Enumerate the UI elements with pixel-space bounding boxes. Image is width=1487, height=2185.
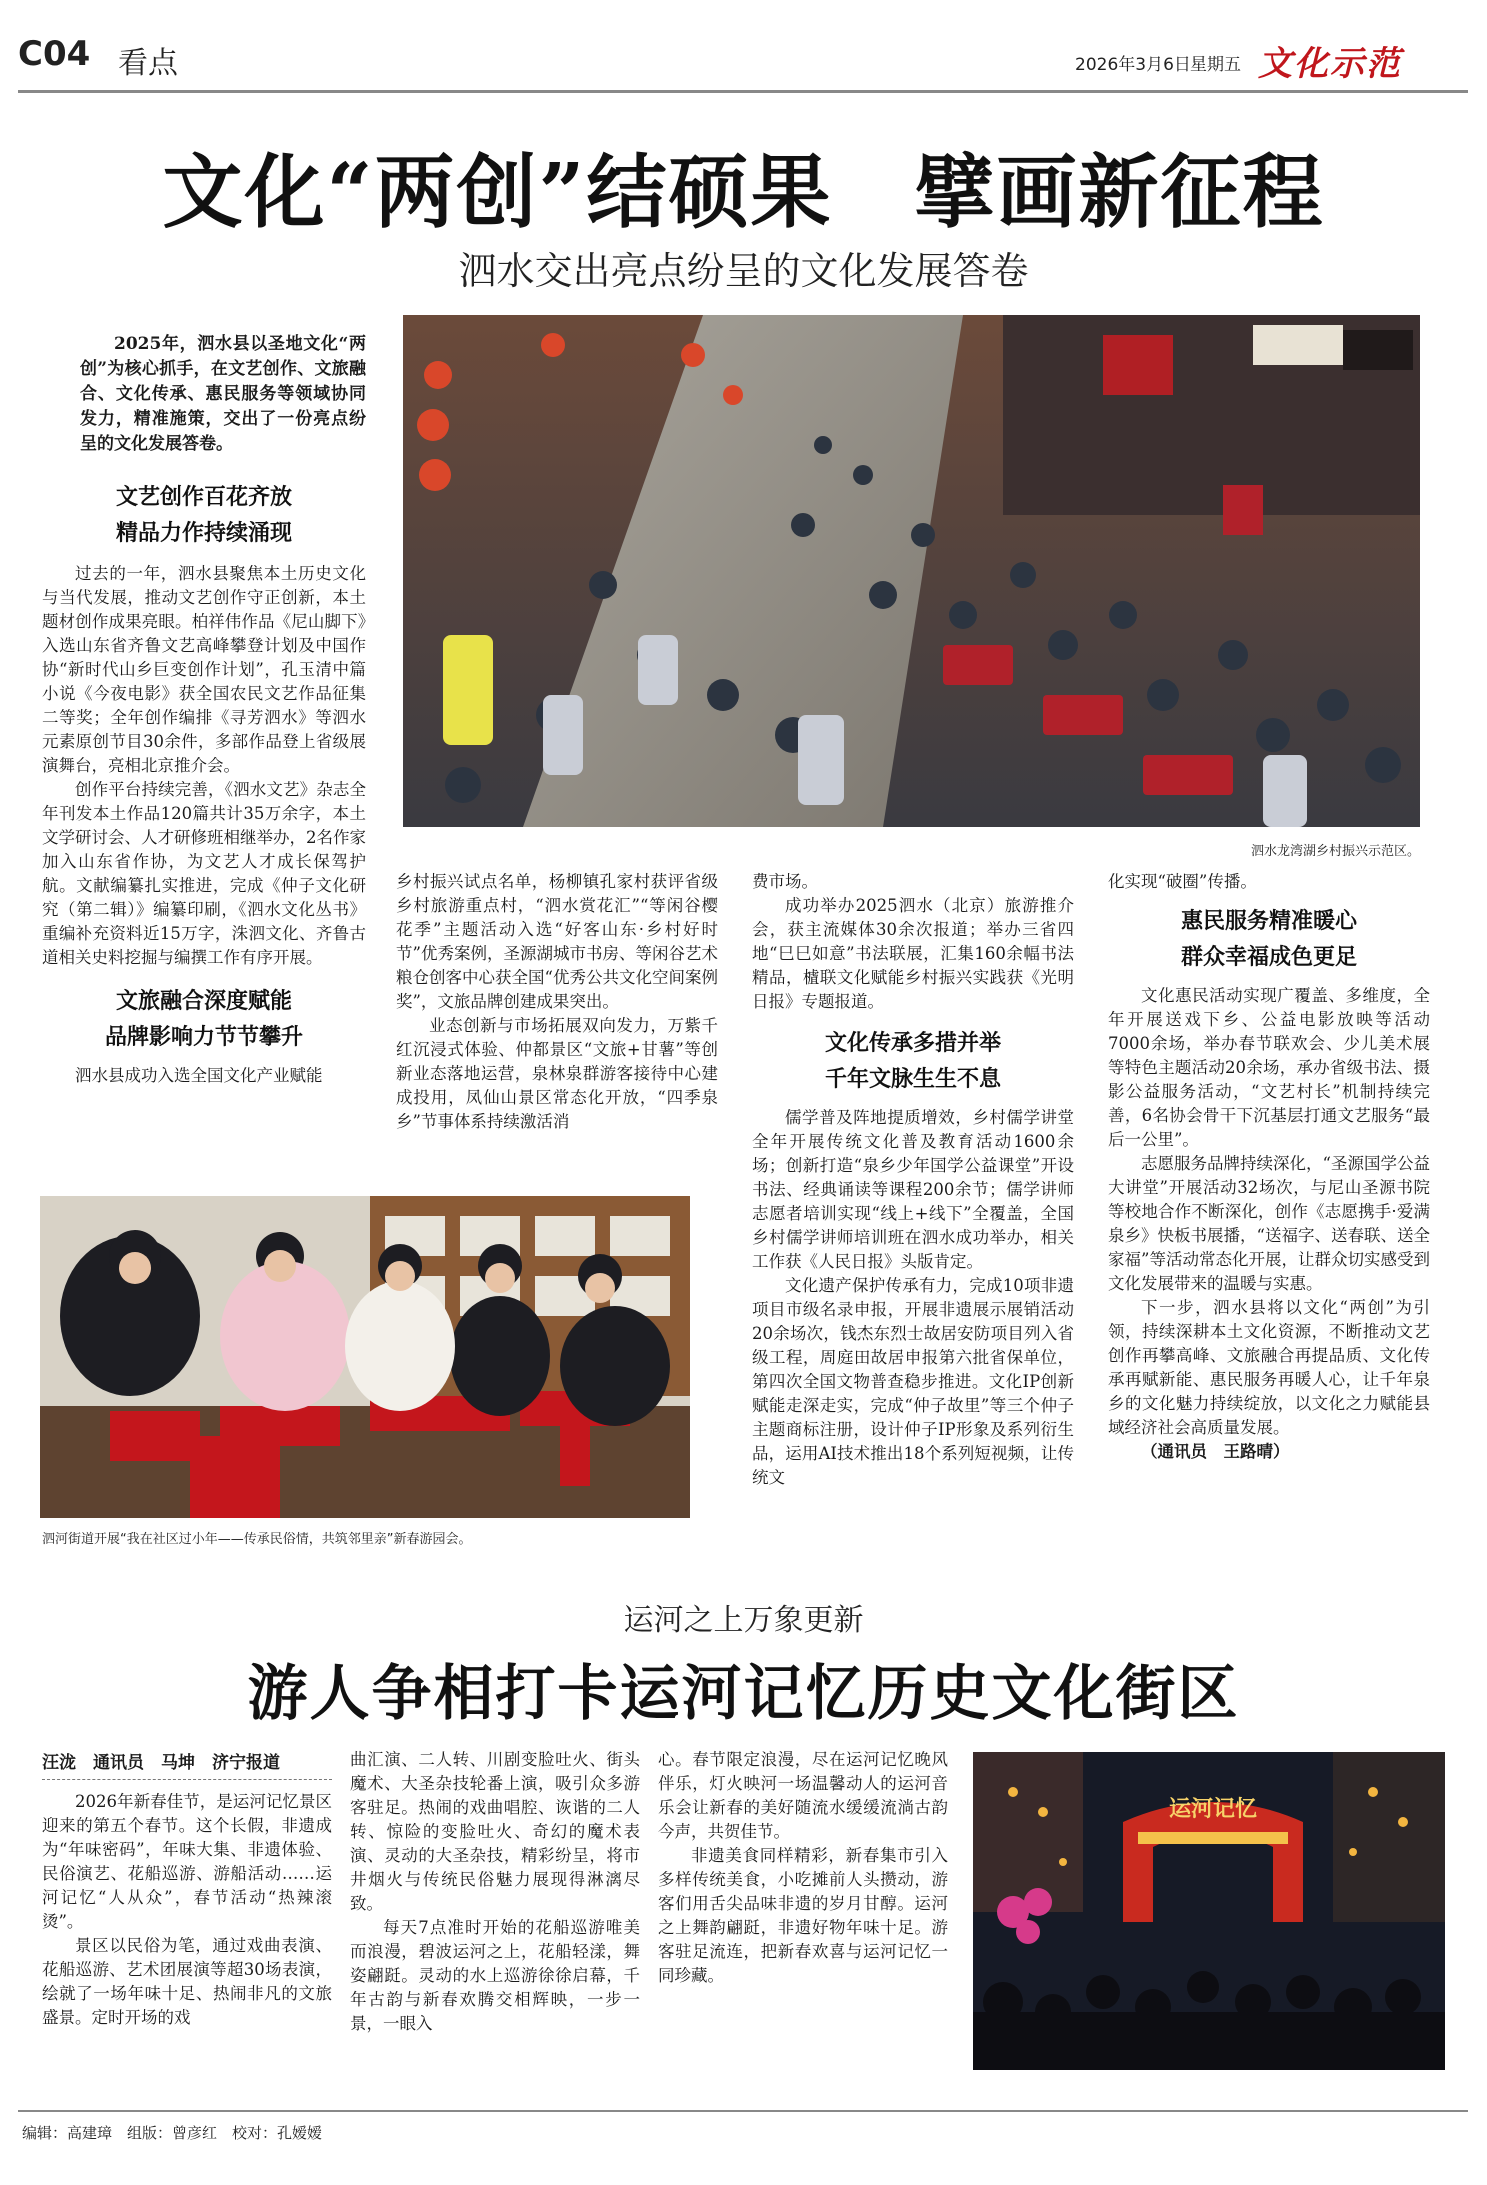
section4-title-line2: 群众幸福成色更足: [1180, 945, 1357, 970]
article2-col1-paragraph2: 景区以民俗为笔，通过戏曲表演、花船巡游、艺术团展演等超30场表演，绘就了一场年味十足、热闹非凡的文旅盛景。定时开场的戏: [42, 1936, 332, 2027]
article2-headline: 游人争相打卡运河记忆历史文化街区: [247, 1659, 1240, 1729]
col2-paragraph1: 乡村振兴试点名单，杨柳镇孔家村获评省级乡村旅游重点村，“泗水赏花汇”“等闲谷樱花季”主题活动入选“好客山东·乡村好时节”优秀案例，圣源湖城市书房、等闲谷艺术粮仓创客中心获全国“优秀公共文化空间案例奖”，文旅品牌创建成果突出。: [396, 872, 718, 1011]
section1-paragraph1: 过去的一年，泗水县聚焦本土历史文化与当代发展，推动文艺创作守正创新，本土题材创作成果亮眼。柏祥伟作品《尼山脚下》入选山东省齐鲁文艺高峰攀登计划及中国作协“新时代山乡巨变创作计划”，孔玉清中篇小说《今夜电影》获全国农民文艺作品征集二等奖；全年创作编排《寻芳泗水》等泗水元素原创节目30余件，多部作品登上省级展演舞台，亮相北京推介会。: [42, 564, 366, 775]
article1-author: （通讯员 王路晴）: [1141, 1442, 1290, 1461]
col3-paragraph4: 文化遗产保护传承有力，完成10项非遗项目市级名录申报，开展非遗展示展销活动20余场次，钱杰东烈士故居安防项目列入省级工程，周庭田故居申报第六批省保单位，第四次全国文物普查稳步推进。文化IP创新赋能走深走实，完成“仲子故里”等三个仲子主题商标注册，设计仲子IP形象及系列衍生品，运用AI技术推出18个系列短视频，让传统文: [752, 1276, 1074, 1487]
section1-title-line1: 文艺创作百花齐放: [115, 485, 292, 510]
col3-paragraph1: 费市场。: [752, 872, 818, 891]
header-rule: [18, 90, 1468, 93]
col4-paragraph2: 文化惠民活动实现广覆盖、多维度，全年开展送戏下乡、公益电影放映等活动7000余场，举办春节联欢会、少儿美术展等特色主题活动20余场，承办省级书法、摄影公益服务活动，“文艺村长”机制持续完善，6名协会骨干下沉基层打通文艺服务“最后一公里”。: [1108, 986, 1430, 1149]
brand-logo: 文化示范: [1258, 44, 1402, 84]
section2-title-line1: 文旅融合深度赋能: [115, 989, 292, 1014]
section3-title-line2: 千年文脉生生不息: [824, 1067, 1001, 1092]
article2-col3: [658, 1748, 948, 1988]
article2-col3-paragraph1: 心。春节限定浪漫，尽在运河记忆晚风伴乐，灯火映河一场温馨动人的运河音乐会让新春的美好随流水缓缓流淌古韵今声，共贺佳节。: [658, 1750, 948, 1841]
canal-street-illustration: [973, 1752, 1445, 2070]
article1-col3: [752, 870, 1074, 1490]
col2-paragraph2: 业态创新与市场拓展双向发力，万紫千红沉浸式体验、仲都景区“文旅+甘薯”等创新业态落地运营，泉林泉群游客接待中心建成投用，凤仙山景区常态化开放，“四季泉乡”节事体系持续激活消: [396, 1016, 718, 1131]
article2-col2: [350, 1748, 640, 2036]
article2-col2-paragraph1: 曲汇演、二人转、川剧变脸吐火、街头魔术、大圣杂技轮番上演，吸引众多游客驻足。热闹的戏曲唱腔、诙谐的二人转、惊险的变脸吐火、奇幻的魔术表演、灵动的大圣杂技，精彩纷呈，将市井烟火与传统民俗魅力展现得淋漓尽致。: [350, 1750, 640, 1913]
photo-village-market: [403, 315, 1420, 827]
article2-byline: 汪泷 通讯员 马坤 济宁报道: [42, 1753, 280, 1773]
col3-paragraph2: 成功举办2025泗水（北京）旅游推介会，获主流媒体30余次报道；举办三省四地“巳巳如意”书法联展，汇集160余幅书法精品，樝联文化赋能乡村振兴实践获《光明日报》专题报道。: [752, 896, 1074, 1011]
article1-lead: 2025年，泗水县以圣地文化“两创”为核心抓手，在文艺创作、文旅融合、文化传承、惠民服务等领域协同发力，精准施策，交出了一份亮点纷呈的文化发展答卷。: [80, 334, 366, 454]
photo1-caption: 泗水龙湾湖乡村振兴示范区。: [1250, 844, 1420, 859]
section2-paragraph1: 泗水县成功入选全国文化产业赋能: [75, 1066, 323, 1085]
col4-paragraph4: 下一步，泗水县将以文化“两创”为引领，持续深耕本土文化资源，不断推动文艺创作再攀高峰、文旅融合再提品质、文化传承再赋新能、惠民服务再暖人心，让千年泉乡的文化魅力持续绽放，以文化之力赋能县域经济社会高质量发展。: [1108, 1298, 1430, 1437]
col4-paragraph3: 志愿服务品牌持续深化，“圣源国学公益大讲堂”开展活动32场次，与尼山圣源书院等校地合作不断深化，创作《志愿携手·爱满泉乡》快板书展播，“送福字、送春联、送全家福”等活动常态化开展，让群众切实感受到文化发展带来的温暖与实惠。: [1108, 1154, 1430, 1293]
section1-paragraph2: 创作平台持续完善，《泗水文艺》杂志全年刊发本土作品120篇共计35万余字，本土文学研讨会、人才研修班相继举办，2名作家加入山东省作协，为文艺人才成长保驾护航。文献编纂扎实推进，完成《仲子文化研究（第二辑）》编纂印刷，《泗水文化丛书》重编补充资料近15万字，洙泗文化、齐鲁古道相关史料挖掘与编撰工作有序开展。: [42, 780, 366, 967]
article1-col4: [1108, 870, 1430, 1464]
section2-title-line2: 品牌影响力节节攀升: [104, 1025, 303, 1050]
section3-title-line1: 文化传承多措并举: [824, 1031, 1001, 1056]
article2-col1: [42, 1790, 332, 2030]
article2-subheadline: 运河之上万象更新: [623, 1603, 864, 1638]
article1-col1: [42, 480, 366, 1088]
article1-headline: 文化“两创”结硕果 擘画新征程: [162, 145, 1325, 239]
village-market-illustration: [403, 315, 1420, 827]
article2-col2-paragraph2: 每天7点准时开始的花船巡游唯美而浪漫，碧波运河之上，花船轻漾，舞姿翩跹。灵动的水上巡游徐徐启幕，千年古韵与新春欢腾交相辉映，一步一景，一眼入: [350, 1918, 640, 2033]
article1-col2: [396, 870, 718, 1134]
canal-gate-sign: 运河记忆: [1168, 1796, 1258, 1822]
section4-title-line1: 惠民服务精准暖心: [1180, 909, 1357, 934]
editor-credits: 编辑：高建璋 组版：曾彦红 校对：孔嫒嫒: [22, 2124, 323, 2142]
photo-canal-street-night: [973, 1752, 1445, 2070]
photo2-caption: 泗河街道开展“我在社区过小年——传承民俗情，共筑邻里亲”新春游园会。: [42, 1532, 472, 1547]
section1-title-line2: 精品力作持续涌现: [115, 521, 292, 546]
footer-rule: [18, 2110, 1468, 2112]
col3-paragraph3: 儒学普及阵地提质增效，乡村儒学讲堂全年开展传统文化普及教育活动1600余场；创新打造“泉乡少年国学公益课堂”开设书法、经典诵读等课程200余节；儒学讲师志愿者培训实现“线上+线下”全覆盖，全国乡村儒学讲师培训班在泗水成功举办，相关工作获《人民日报》头版肯定。: [752, 1108, 1074, 1271]
article2-col3-paragraph2: 非遗美食同样精彩，新春集市引入多样传统美食，小吃摊前人头攒动，游客们用舌尖品味非遗的岁月甘醇。运河之上舞韵翩跹，非遗好物年味十足。游客驻足流连，把新春欢喜与运河记忆一同珍藏。: [658, 1846, 948, 1985]
issue-date: 2026年3月6日: [1075, 55, 1191, 75]
calligraphy-illustration: [40, 1196, 690, 1518]
section-name: 看点: [118, 46, 178, 81]
page-number: C04: [18, 34, 91, 74]
issue-weekday: 星期五: [1190, 55, 1241, 75]
article1-subheadline: 泗水交出亮点纷呈的文化发展答卷: [458, 249, 1029, 293]
photo-calligraphy: [40, 1196, 690, 1518]
byline-rule: [42, 1779, 332, 1781]
col4-paragraph1: 化实现“破圈”传播。: [1108, 872, 1257, 891]
article2-col1-paragraph1: 2026年新春佳节，是运河记忆景区迎来的第五个春节。这个长假，非遗成为“年味密码”，年味大集、非遗体验、民俗演艺、花船巡游、游船活动……运河记忆“人从众”，春节活动“热辣滚烫”。: [42, 1792, 332, 1931]
